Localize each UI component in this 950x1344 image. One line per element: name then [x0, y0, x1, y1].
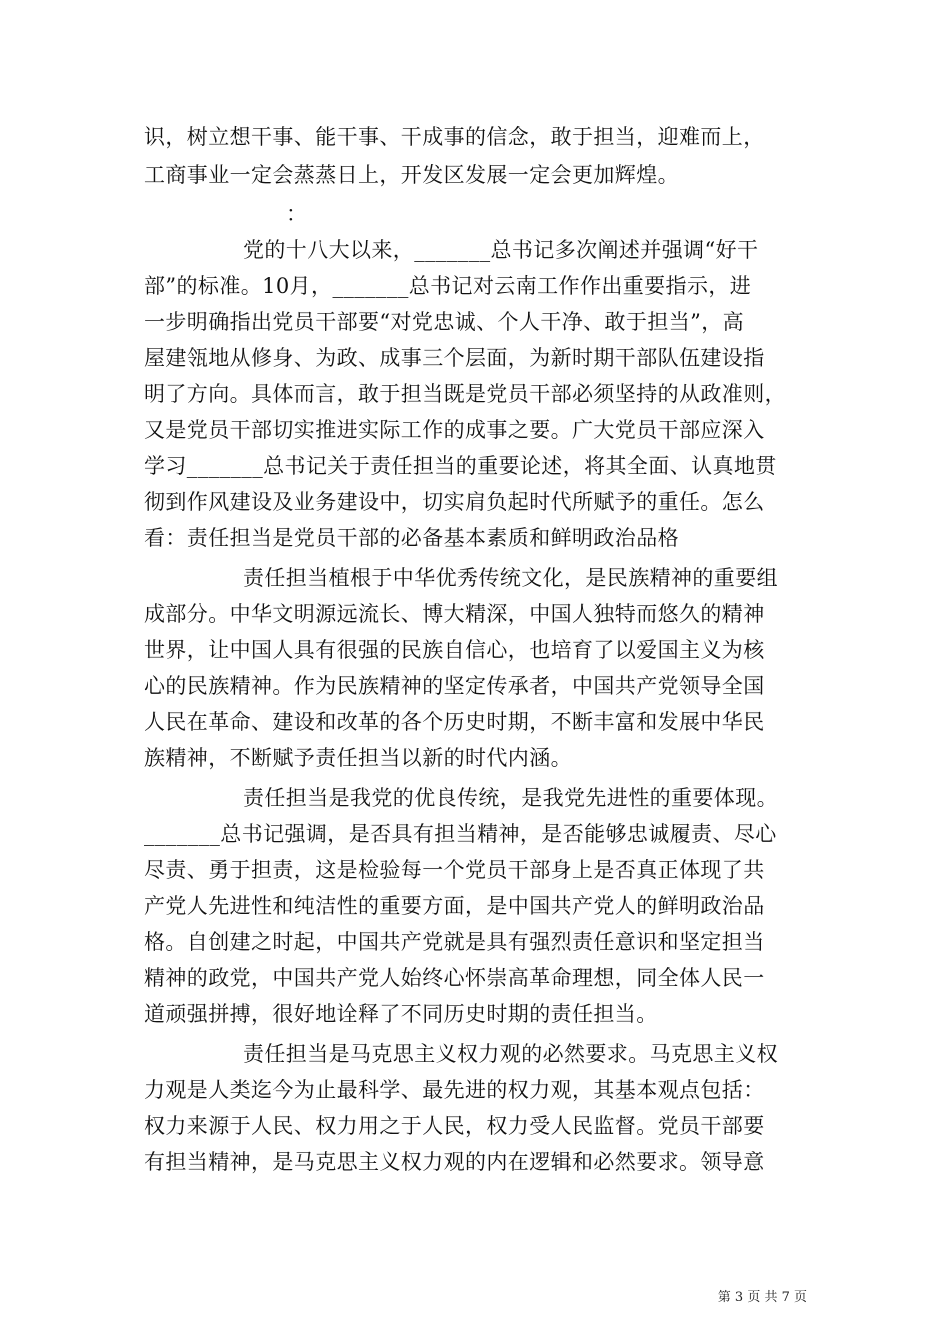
text-line: _______总书记强调，是否具有担当精神，是否能够忠诚履责、尽心 — [144, 822, 777, 846]
text-line: 力观是人类迄今为止最科学、最先进的权力观，其基本观点包括： — [144, 1078, 765, 1102]
text-line: 精神的政党，中国共产党人始终心怀崇高革命理想，同全体人民一 — [144, 966, 765, 990]
text-line: 成部分。中华文明源远流长、博大精深，中国人独特而悠久的精神 — [144, 602, 765, 626]
text-line: 一步明确指出党员干部要“对党忠诚、个人干净、敢于担当”，高 — [144, 310, 745, 334]
text-line: 人民在革命、建设和改革的各个历史时期，不断丰富和发展中华民 — [144, 710, 765, 734]
text-line: 心的民族精神。作为民族精神的坚定传承者，中国共产党领导全国 — [144, 674, 765, 698]
text-line: 尽责、勇于担责，这是检验每一个党员干部身上是否真正体现了共 — [144, 858, 765, 882]
text-line: 责任担当是我党的优良传统，是我党先进性的重要体现。 — [243, 786, 778, 810]
text-line: 学习_______总书记关于责任担当的重要论述，将其全面、认真地贯 — [144, 454, 777, 478]
text-line: 产党人先进性和纯洁性的重要方面，是中国共产党人的鲜明政治品 — [144, 894, 765, 918]
text-line: ： — [286, 202, 308, 226]
text-line: 世界，让中国人具有很强的民族自信心，也培育了以爱国主义为核 — [144, 638, 765, 662]
text-line: 屋建瓴地从修身、为政、成事三个层面，为新时期干部队伍建设指 — [144, 346, 765, 370]
text-line: 明了方向。具体而言，敢于担当既是党员干部必须坚持的从政准则， — [144, 382, 786, 406]
text-line: 道顽强拼搏，很好地诠释了不同历史时期的责任担当。 — [144, 1002, 658, 1026]
text-line: 责任担当是马克思主义权力观的必然要求。马克思主义权 — [243, 1042, 778, 1066]
text-line: 又是党员干部切实推进实际工作的成事之要。广大党员干部应深入 — [144, 418, 765, 442]
text-line: 部”的标准。10月，_______总书记对云南工作作出重要指示，进 — [144, 274, 752, 298]
text-line: 工商事业一定会蒸蒸日上，开发区发展一定会更加辉煌。 — [144, 163, 679, 187]
text-line: 党的十八大以来，_______总书记多次阐述并强调“好干 — [243, 238, 759, 262]
text-line: 责任担当植根于中华优秀传统文化，是民族精神的重要组 — [243, 566, 778, 590]
text-line: 权力来源于人民、权力用之于人民，权力受人民监督。党员干部要 — [144, 1114, 765, 1138]
page-number-footer: 第 3 页 共 7 页 — [717, 1290, 807, 1305]
text-line: 识，树立想干事、能干事、干成事的信念，敢于担当，迎难而上， — [144, 125, 765, 149]
text-line: 格。自创建之时起，中国共产党就是具有强烈责任意识和坚定担当 — [144, 930, 765, 954]
text-line: 彻到作风建设及业务建设中，切实肩负起时代所赋予的重任。怎么 — [144, 490, 765, 514]
text-line: 族精神，不断赋予责任担当以新的时代内涵。 — [144, 746, 572, 770]
text-line: 看：责任担当是党员干部的必备基本素质和鲜明政治品格 — [144, 526, 679, 550]
text-line: 有担当精神，是马克思主义权力观的内在逻辑和必然要求。领导意 — [144, 1150, 765, 1174]
